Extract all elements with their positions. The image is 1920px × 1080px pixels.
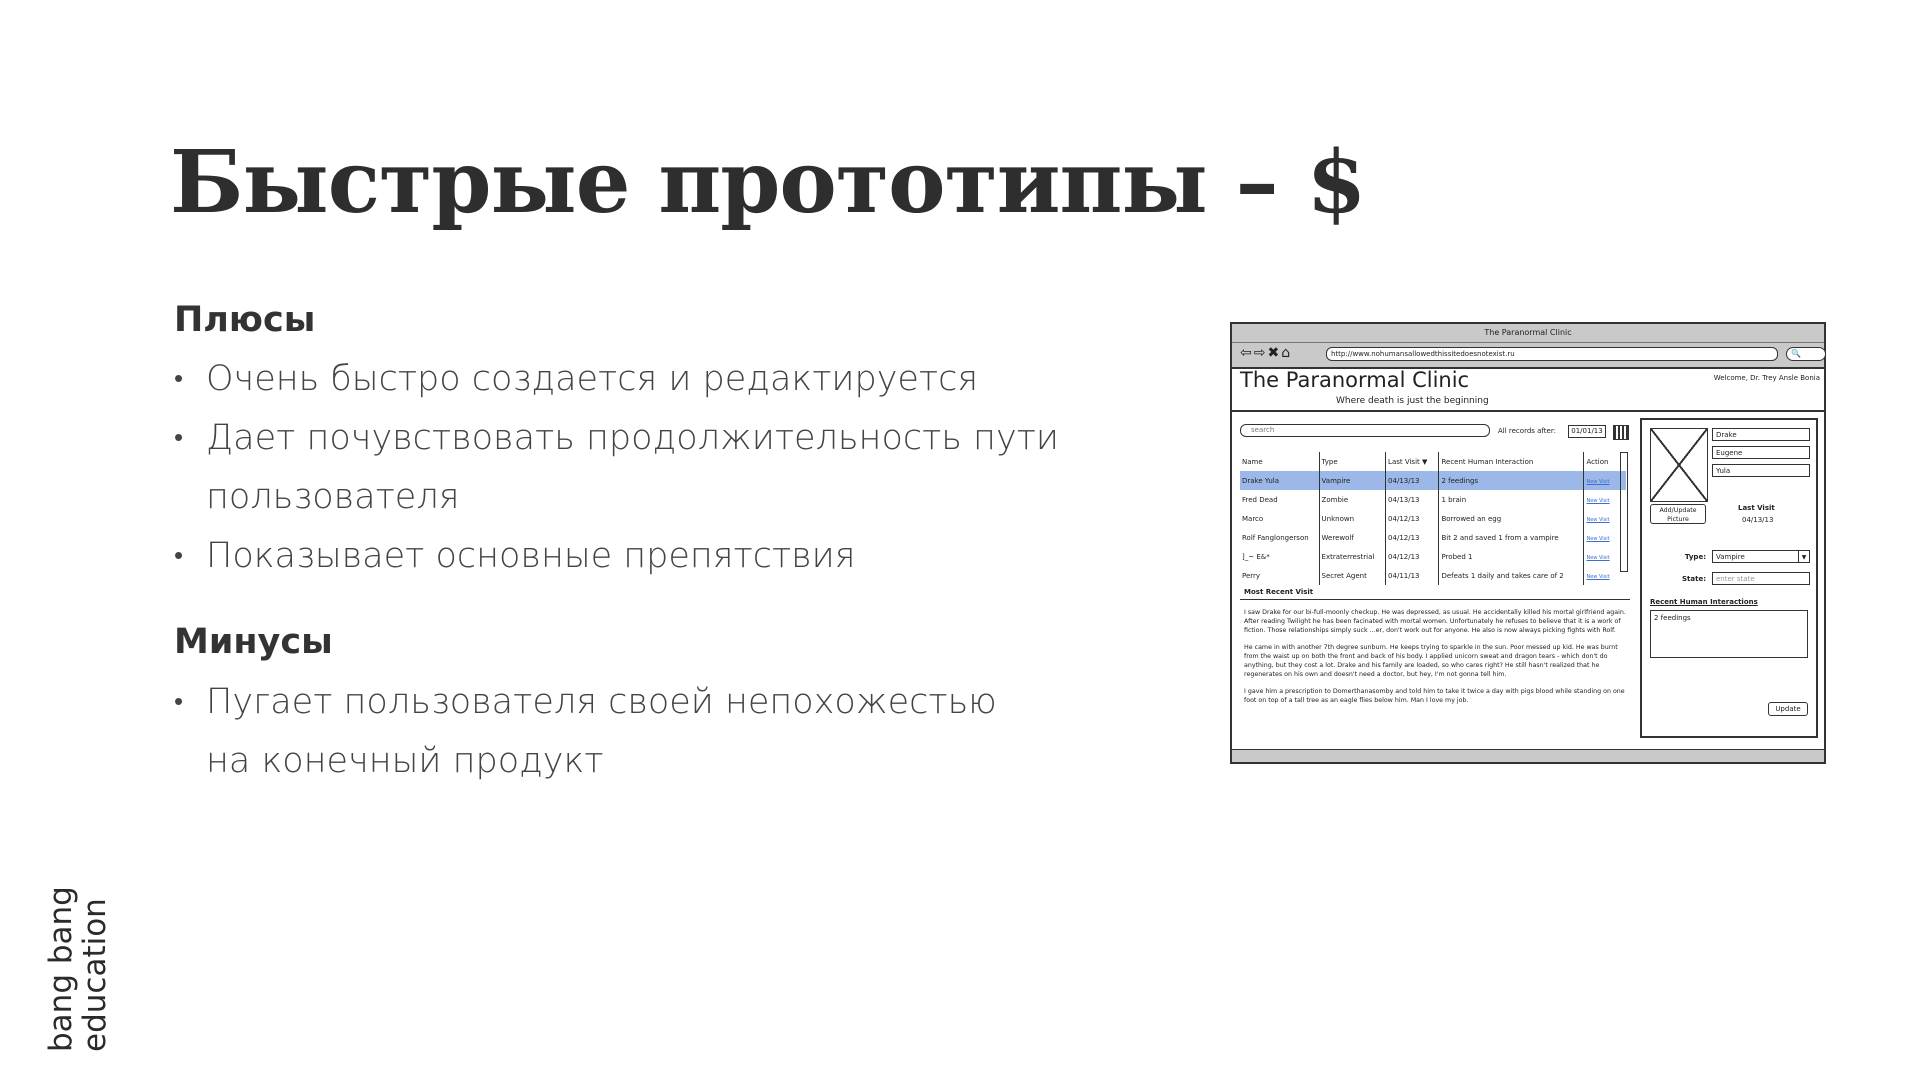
pros-heading: Плюсы: [174, 300, 316, 340]
mockup-table-row: [1240, 509, 1626, 528]
slide-title: Быстрые прототипы – $: [170, 132, 1366, 233]
mockup-type-select: Vampire ▼: [1712, 550, 1810, 563]
pros-item: • Показывает основные препятствия: [174, 527, 1059, 586]
mockup-table-cell: Fred Dead: [1242, 495, 1278, 504]
mockup-table-cell: Werewolf: [1319, 528, 1386, 547]
mockup-calendar-icon: [1613, 425, 1629, 440]
mockup-new-visit-link: New Visit: [1584, 528, 1626, 547]
mockup-rhi-label: Recent Human Interactions: [1650, 598, 1758, 606]
mockup-picture-placeholder: [1650, 428, 1708, 502]
mockup-search-icon: 🔍: [1786, 347, 1826, 361]
mockup-divider: [1232, 410, 1824, 412]
mockup-table-cell: Secret Agent: [1319, 566, 1386, 585]
mockup-table-cell: 04/12/13: [1386, 528, 1439, 547]
pros-item: • Дает почувствовать продолжительность пути пользователя: [174, 409, 1059, 527]
mockup-picture-button: Add/Update Picture: [1650, 504, 1706, 524]
mockup-table-cell: 1 brain: [1439, 490, 1584, 509]
mockup-table-cell: Extraterrestrial: [1319, 547, 1386, 566]
mockup-update-button: Update: [1768, 702, 1808, 716]
pros-list: [174, 350, 1059, 586]
mockup-app-title: The Paranormal Clinic: [1240, 368, 1470, 392]
pros-item: • Очень быстро создается и редактируется: [174, 350, 1059, 409]
mockup-statusbar: [1232, 749, 1824, 762]
mockup-table-row: [1240, 490, 1626, 509]
mockup-visit-notes: I saw Drake for our bi-full-moonly checkup. He was depressed, as usual. He accidentally killed his mortal girlfriend again. After reading Twilight he has been facinated with mortal women. Unfortunately he refuses to believe that it is a work of fiction. Those relationships simply suck ...er, don't work out for anyone. He also is now always picking fights with Rolf. He came in with another 7th degree sunburn. He keeps trying to sparkle in the sun. Poor messed up kid. He was burnt from the waist up on both the front and back of his body. I applied unicorn sweat and dragon tears - which don't do anything, but they cost a lot. Drake and his family are loaded, so who cares right? He still hasn't realized that he regenerates on his own and doesn't need a doctor, but hey, I'm not gonna tell him. I gave him a prescription to Domerthanasomby and told him to take it twice a day with pigs blood while standing on one foot on top of a tall tree as an eagle flies below him. Man I love my job.: [1244, 609, 1626, 704]
mockup-column-header: Recent Human Interaction: [1439, 452, 1584, 471]
mockup-last-visit-label: Last Visit: [1738, 504, 1775, 512]
mockup-new-visit-link: New Visit: [1584, 566, 1626, 585]
mockup-column-header: Action: [1584, 452, 1626, 471]
mockup-table-row: [1240, 471, 1626, 490]
mockup-table-cell: 04/12/13: [1386, 547, 1439, 566]
cons-list: [174, 673, 997, 791]
mockup-middle-name-field: Eugene: [1712, 446, 1810, 459]
mockup-visit-divider: [1240, 599, 1630, 600]
mockup-scrollbar: [1620, 452, 1628, 572]
cons-heading: Минусы: [174, 622, 333, 662]
mockup-table-cell: Unknown: [1319, 509, 1386, 528]
mockup-table-cell: Borrowed an egg: [1439, 509, 1584, 528]
chevron-down-icon: ▼: [1798, 551, 1809, 562]
mockup-table-cell: Rolf Fanglongerson: [1242, 533, 1309, 542]
mockup-table-cell: Defeats 1 daily and takes care of 2: [1439, 566, 1584, 585]
mockup-new-visit-link: New Visit: [1584, 490, 1626, 509]
mockup-type-label: Type:: [1684, 553, 1706, 561]
mockup-table-cell: Probed 1: [1439, 547, 1584, 566]
mockup-url-bar: http://www.nohumansallowedthissitedoesnotexist.ru: [1326, 347, 1778, 361]
mockup-first-name-field: Drake: [1712, 428, 1810, 441]
mockup-table-cell: ]_~ E&*: [1242, 552, 1270, 561]
mockup-table-cell: Zombie: [1319, 490, 1386, 509]
mockup-toolbar: [1232, 343, 1824, 369]
mockup-new-visit-link: New Visit: [1584, 547, 1626, 566]
mockup-table-cell: Drake Yula: [1240, 471, 1319, 490]
mockup-welcome: Welcome, Dr. Trey Ansle Bonia: [1713, 374, 1820, 382]
wireframe-mockup: [1230, 322, 1826, 764]
mockup-nav-icons: ⇦⇨✖⌂: [1240, 345, 1293, 361]
mockup-column-header: Type: [1319, 452, 1386, 471]
mockup-table-cell: 04/12/13: [1386, 509, 1439, 528]
mockup-table-row: [1240, 547, 1626, 566]
mockup-state-label: State:: [1681, 575, 1706, 583]
mockup-visit-label: Most Recent Visit: [1244, 588, 1314, 596]
mockup-table-cell: Perry: [1242, 571, 1261, 580]
mockup-column-header: Name: [1242, 457, 1263, 466]
mockup-table-cell: Bit 2 and saved 1 from a vampire: [1439, 528, 1584, 547]
mockup-table-cell: Vampire: [1319, 471, 1386, 490]
mockup-last-name-field: Yula: [1712, 464, 1810, 477]
mockup-table-row: [1240, 528, 1626, 547]
mockup-new-visit-link: New Visit: [1584, 471, 1626, 490]
mockup-table-cell: Marco: [1242, 514, 1264, 523]
mockup-table-cell: 04/11/13: [1386, 566, 1439, 585]
mockup-state-field: enter state: [1712, 572, 1810, 585]
mockup-patients-table: [1240, 452, 1626, 585]
mockup-search-input: search: [1240, 424, 1490, 437]
mockup-tagline: Where death is just the beginning: [1336, 396, 1489, 406]
cons-item: • Пугает пользователя своей непохожестью на конечный продукт: [174, 673, 997, 791]
mockup-last-visit-value: 04/13/13: [1742, 516, 1774, 524]
mockup-rhi-box: 2 feedings: [1650, 610, 1808, 658]
mockup-date-field: 01/01/13: [1568, 425, 1606, 438]
mockup-records-label: All records after:: [1498, 427, 1556, 435]
mockup-new-visit-link: New Visit: [1584, 509, 1626, 528]
mockup-table-cell: 04/13/13: [1386, 490, 1439, 509]
mockup-table-row: [1240, 566, 1626, 585]
mockup-patient-panel: [1640, 418, 1818, 738]
mockup-table-cell: 04/13/13: [1386, 471, 1439, 490]
brand-logo: bang bang education: [43, 886, 113, 1052]
mockup-window-title: The Paranormal Clinic: [1232, 324, 1824, 343]
mockup-column-header: Last Visit ▼: [1386, 452, 1439, 471]
mockup-table-cell: 2 feedings: [1439, 471, 1584, 490]
